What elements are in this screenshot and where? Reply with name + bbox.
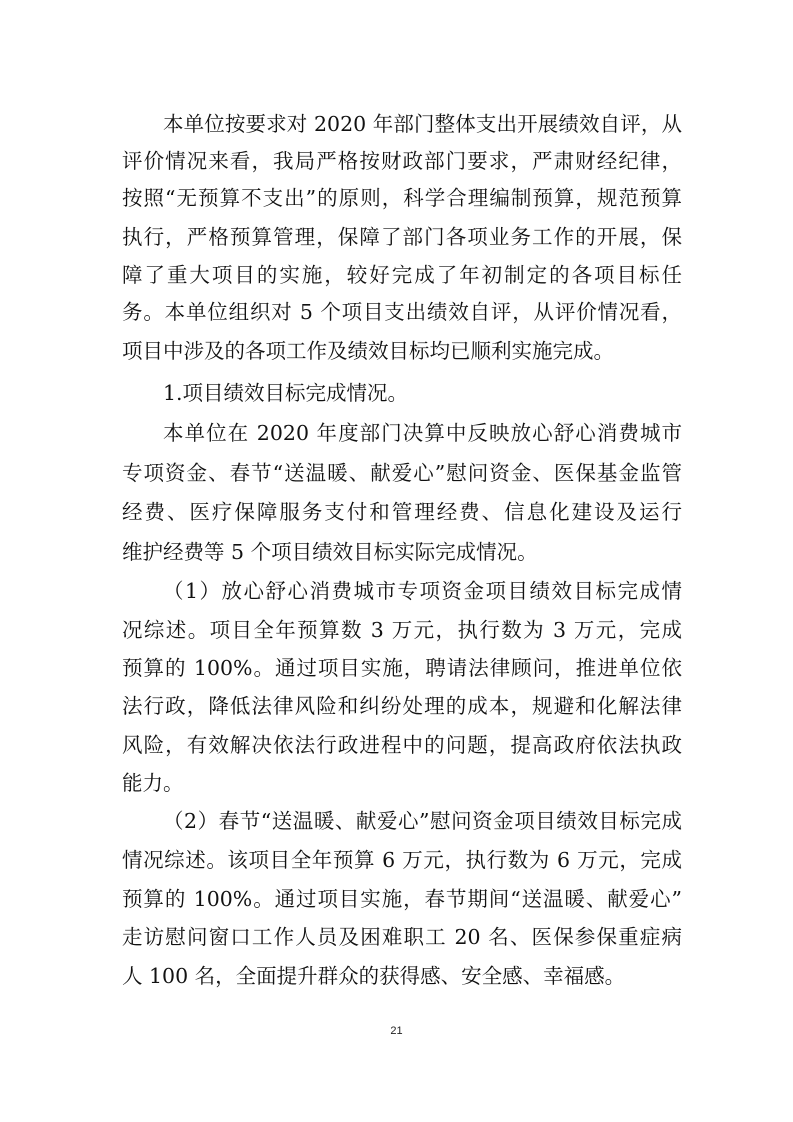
section-heading: 1.项目绩效目标完成情况。	[163, 381, 409, 405]
body-text-line: 法行政，降低法律风险和纠纷处理的成本，规避和化解法律	[122, 694, 682, 718]
body-text-line: 情况综述。该项目全年预算 6 万元，执行数为 6 万元，完成	[122, 848, 682, 872]
body-text-line: 经费、医疗保障服务支付和管理经费、信息化建设及运行	[122, 500, 682, 524]
body-text-line: 维护经费等 5 个项目绩效目标实际完成情况。	[122, 540, 538, 564]
body-text-line: 执行，严格预算管理，保障了部门各项业务工作的开展，保	[122, 225, 682, 249]
body-text-line: 能力。	[122, 771, 184, 795]
body-text-line: （2）春节“送温暖、献爱心”慰问资金项目绩效目标完成	[163, 809, 682, 833]
body-text-line: 评价情况来看，我局严格按财政部门要求，严肃财经纪律，	[122, 149, 682, 173]
body-text-line: 专项资金、春节“送温暖、献爱心”慰问资金、医保基金监管	[122, 461, 682, 485]
body-text-line: 障了重大项目的实施，较好完成了年初制定的各项目标任	[122, 263, 682, 287]
body-text-line: 项目中涉及的各项工作及绩效目标均已顺利实施完成。	[122, 339, 614, 363]
body-text-line: 务。本单位组织对 5 个项目支出绩效自评，从评价情况看，	[122, 300, 682, 324]
body-text-line: 走访慰问窗口工作人员及困难职工 20 名、医保参保重症病	[122, 925, 682, 949]
body-text-line: 人 100 名，全面提升群众的获得感、安全感、幸福感。	[122, 964, 626, 988]
body-text-line: 本单位按要求对 2020 年部门整体支出开展绩效自评，从	[163, 112, 682, 136]
body-text-line: 预算的 100%。通过项目实施，聘请法律顾问，推进单位依	[122, 656, 682, 680]
body-text-line: 况综述。项目全年预算数 3 万元，执行数为 3 万元，完成	[122, 618, 682, 642]
body-text-line: 风险，有效解决依法行政进程中的问题，提高政府依法执政	[122, 733, 682, 757]
body-text-line: （1）放心舒心消费城市专项资金项目绩效目标完成情	[163, 579, 682, 603]
body-text-line: 按照“无预算不支出”的原则，科学合理编制预算，规范预算	[122, 186, 682, 210]
body-text-line: 本单位在 2020 年度部门决算中反映放心舒心消费城市	[163, 421, 682, 445]
body-text-line: 预算的 100%。通过项目实施，春节期间“送温暖、献爱心”	[122, 887, 682, 911]
page-number: 21	[390, 1025, 403, 1037]
